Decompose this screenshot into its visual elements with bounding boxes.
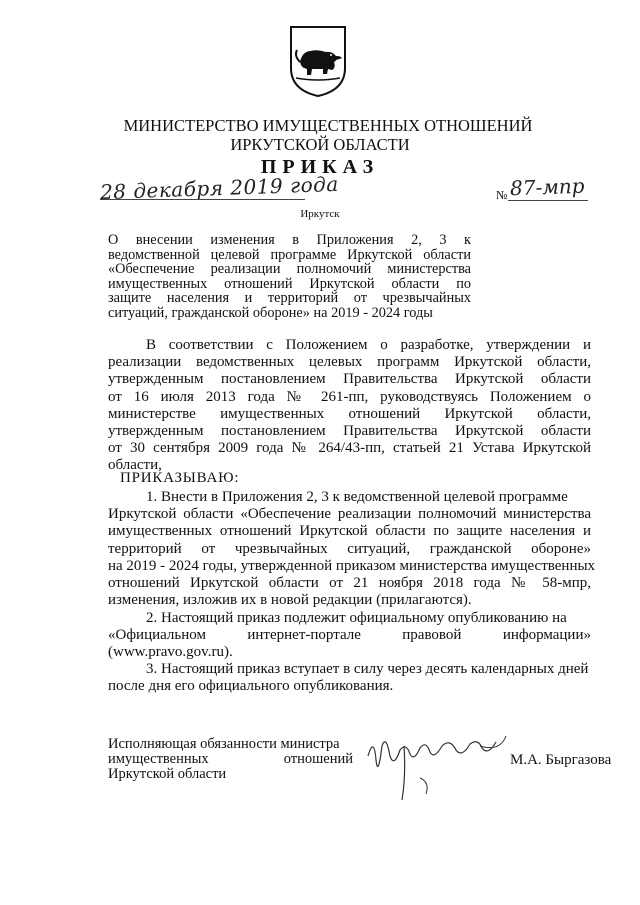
subject-line: имущественных отношений Иркутской области по (108, 275, 471, 292)
item-line: территорий от чрезвычайных ситуаций, гражданской обороне» (108, 540, 591, 557)
item-line: «Официальном интернет-портале правовой информации» (108, 627, 591, 644)
item-line: Иркутской области «Обеспечение реализации полномочий министерства (108, 506, 591, 523)
number-label: № (496, 188, 508, 202)
preamble-line: В соответствии с Положением о разработке, утверждении и (146, 337, 591, 353)
subject-line: ситуаций, гражданской обороне» на 2019 - 2024 годы (108, 304, 433, 321)
item-line: (www.pravo.gov.ru). (108, 644, 233, 661)
item-line: 1. Внести в Приложения 2, 3 к ведомственной целевой программе (146, 489, 568, 505)
irkutsk-coat-of-arms-icon (288, 24, 348, 98)
subject-line: «Обеспечение реализации полномочий министерства (108, 261, 471, 277)
order-subject (108, 233, 471, 320)
item-line: имущественных отношений Иркутской области по защите населения и (108, 523, 591, 540)
signatory-position (108, 737, 353, 782)
preamble-line: от 16 июля 2013 года № 261-пп, руководствуясь Положением о (108, 388, 591, 405)
position-line: Исполняющая обязанности министра (108, 736, 340, 752)
preamble-line: министерстве имущественных отношений Иркутской области, (108, 405, 591, 422)
preamble-line: утвержденным постановлением Правительства Иркутской области (108, 371, 591, 388)
signatory-name: М.А. Быргазова (510, 752, 612, 768)
order-title: ПРИКАЗ (260, 156, 380, 178)
item-line: 2. Настоящий приказ подлежит официальному опубликованию на (146, 610, 567, 626)
position-line: имущественных отношений (108, 751, 353, 767)
number-underline (508, 200, 588, 201)
item-line: изменения, изложив их в новой редакции (прилагаются). (108, 592, 472, 609)
position-line: Иркутской области (108, 766, 227, 782)
preamble-line: утвержденным постановлением Правительства Иркутской области (108, 423, 591, 440)
ministry-name-line2: ИРКУТСКОЙ ОБЛАСТИ (230, 135, 410, 154)
order-item-1 (108, 489, 596, 609)
ministry-name-line1: МИНИСТЕРСТВО ИМУЩЕСТВЕННЫХ ОТНОШЕНИЙ (123, 116, 533, 135)
order-directive-word: ПРИКАЗЫВАЮ: (120, 470, 240, 486)
handwritten-order-number: 87-мпр (509, 173, 585, 201)
handwritten-date: 28 декабря 2019 года (99, 171, 340, 205)
order-item-3 (108, 661, 591, 695)
preamble-line: реализации ведомственных целевых программ Иркутской области, (108, 354, 591, 371)
subject-line: О внесении изменения в Приложения 2, 3 к (108, 232, 471, 248)
date-underline (100, 199, 305, 200)
item-line: отношений Иркутской области от 21 ноября 2018 года № 58-мпр, (108, 575, 591, 592)
subject-line: защите населения и территорий от чрезвычайных (108, 290, 471, 306)
item-line: после дня его официального опубликования. (108, 678, 394, 695)
item-line: на 2019 - 2024 годы, утвержденной приказом министерства имущественных (108, 557, 596, 574)
order-item-2 (108, 610, 591, 662)
preamble-line: области, (108, 457, 162, 474)
preamble-line: от 30 сентября 2009 года № 264/43-пп, статьей 21 Устава Иркутской (108, 440, 591, 457)
city-name: Иркутск (300, 208, 340, 220)
subject-line: ведомственной целевой программе Иркутской области (108, 246, 471, 263)
item-line: 3. Настоящий приказ вступает в силу через десять календарных дней (146, 661, 589, 677)
preamble-paragraph (108, 337, 591, 475)
handwritten-signature (360, 716, 510, 806)
